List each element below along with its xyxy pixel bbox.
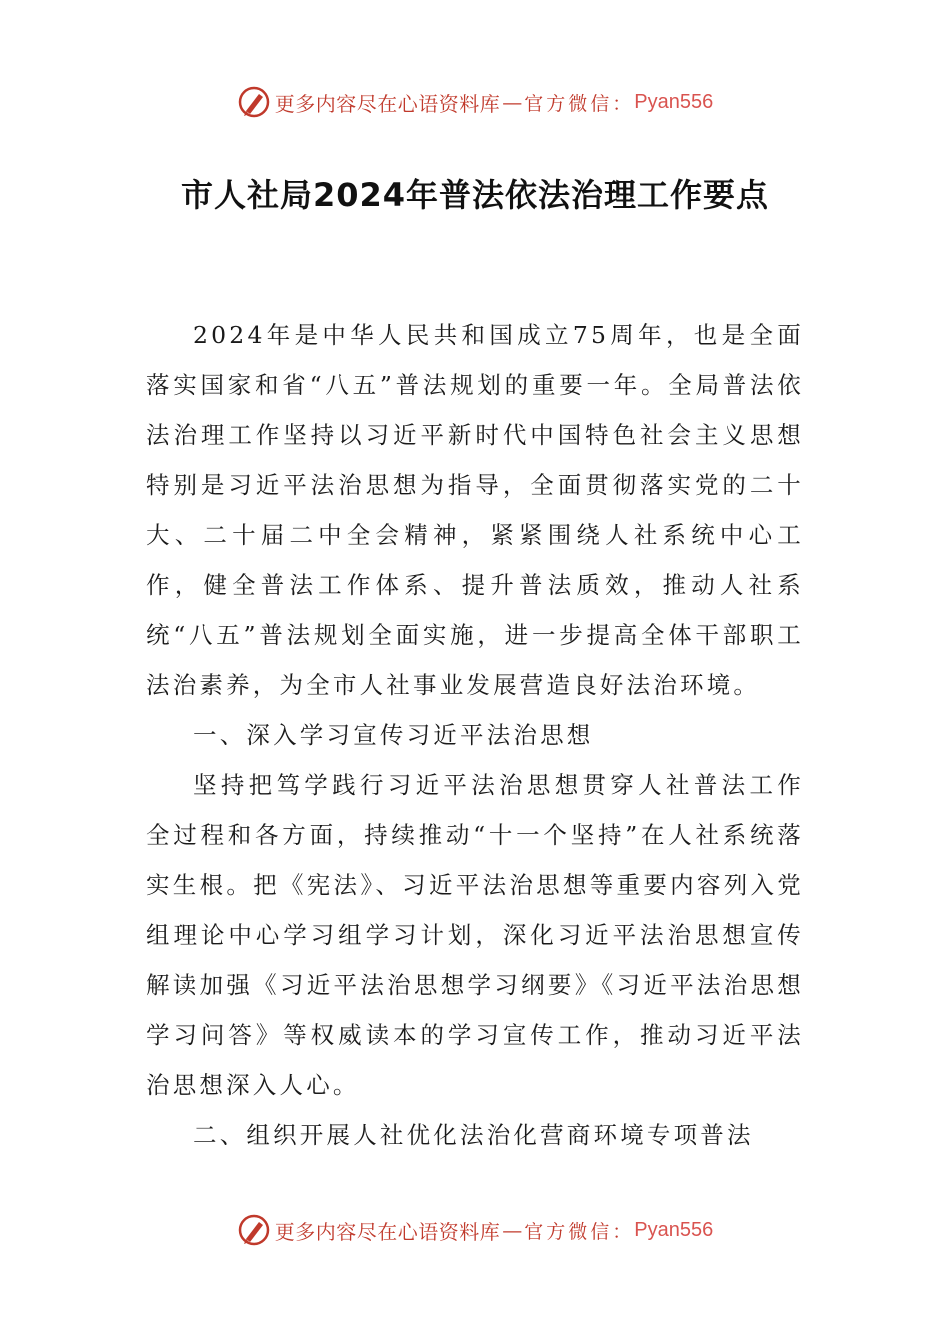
- banner-wechat-id: Pyan556: [634, 90, 714, 113]
- section-heading-1: 一、深入学习宣传习近平法治思想: [193, 721, 594, 749]
- footer-watermark-banner: [0, 1210, 950, 1250]
- header-watermark-banner: [0, 82, 950, 122]
- banner-official-label: 官方微信：: [524, 1220, 635, 1243]
- banner-site-text: 更多内容尽在心语资料库: [274, 1219, 501, 1244]
- intro-paragraph: 2024年是中华人民共和国成立75周年，也是全面落实国家和省“八五”普法规划的重要一年。全局普法依法治理工作坚持以习近平新时代中国特色社会主义思想特别是习近平法治思想为指导，全面贯彻落实党的二十大、二十届二中全会精神，紧紧围绕人社系统中心工作，健全普法工作体系、提升普法质效，推动人社系统“八五”普法规划全面实施，进一步提高全体干部职工法治素养，为全市人社事业发展营造良好法治环境。: [146, 321, 804, 699]
- banner-separator: —: [502, 1218, 523, 1242]
- document-title: 市人社局2024年普法依法治理工作要点: [180, 176, 770, 214]
- banner-site-text: 更多内容尽在心语资料库: [274, 91, 501, 116]
- section-1-paragraph: 坚持把笃学践行习近平法治思想贯穿人社普法工作全过程和各方面，持续推动“十一个坚持”在人社系统落实生根。把《宪法》、习近平法治思想等重要内容列入党组理论中心学习组学习计划，深化习近平法治思想宣传解读加强《习近平法治思想学习纲要》《习近平法治思想学习问答》等权威读本的学习宣传工作，推动习近平法治思想深入人心。: [146, 771, 804, 1099]
- banner-official-label: 官方微信：: [524, 92, 635, 115]
- banner-wechat-id: Pyan556: [634, 1218, 714, 1241]
- section-heading-2: 二、组织开展人社优化法治化营商环境专项普法: [193, 1121, 754, 1149]
- banner-separator: —: [502, 90, 523, 114]
- pen-logo-icon: [237, 85, 271, 119]
- pen-logo-icon: [237, 1213, 271, 1247]
- document-body: [146, 310, 804, 1160]
